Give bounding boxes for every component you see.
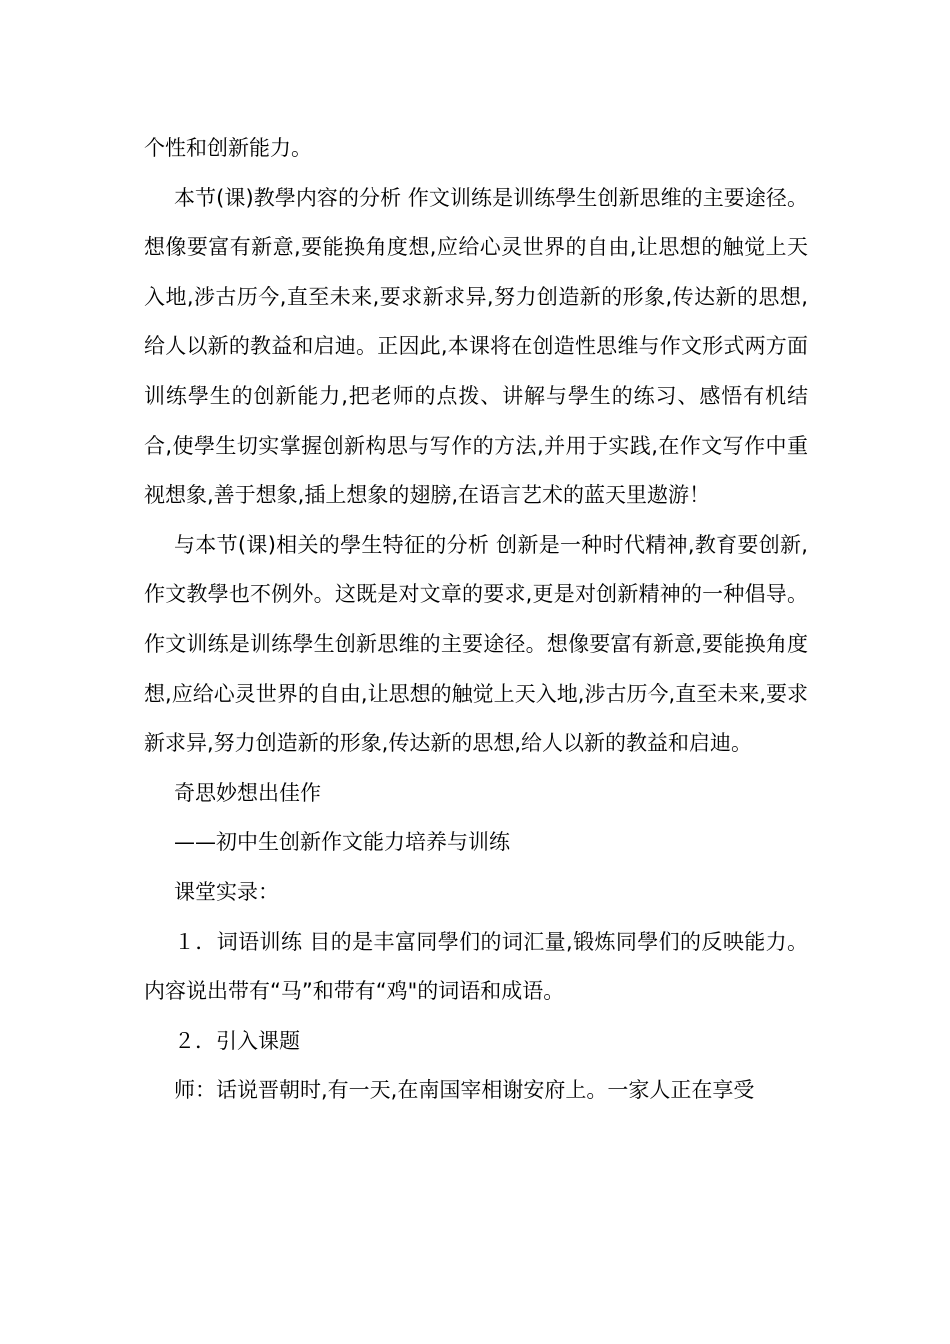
paragraph-continuation: 个性和创新能力。	[144, 136, 312, 160]
classroom-record-heading: 课堂实录：	[174, 879, 279, 904]
step-2-introduce-topic: ２．引入课题	[174, 1028, 300, 1053]
lesson-title: 奇思妙想出佳作	[174, 780, 321, 805]
paragraph-student-analysis: 与本节(课)相关的學生特征的分析 创新是一种时代精神,教育要创新,作文教學也不例外。这既是对文章的要求,更是对创新精神的一种倡导。作文训练是训练學生创新思维的主要途径。想像要富有新意,要能换角度想,应给心灵世界的自由,让思想的触觉上天入地,涉古历今,直至未来,要求新求异,努力创造新的形象,传达新的思想,给人以新的教益和启迪。	[144, 532, 808, 756]
lesson-subtitle: ——初中生创新作文能力培养与训练	[174, 830, 510, 855]
step-1-vocabulary-training: １．词语训练 目的是丰富同學们的词汇量,锻炼同學们的反映能力。内容说出带有“马”和带有“鸡"的词语和成语。	[144, 929, 808, 1004]
teacher-narration: 师：话说晋朝时,有一天,在南国宰相谢安府上。一家人正在享受	[174, 1078, 755, 1103]
paragraph-content-analysis: 本节(课)教學内容的分析 作文训练是训练學生创新思维的主要途径。想像要富有新意,要能换角度想,应给心灵世界的自由,让思想的触觉上天入地,涉古历今,直至未来,要求新求异,努力创造新的形象,传达新的思想,给人以新的教益和启迪。正因此,本课将在创造性思维与作文形式两方面训练學生的创新能力,把老师的点拨、讲解与學生的练习、感悟有机结合,使學生切实掌握创新构思与写作的方法,并用于实践,在作文写作中重视想象,善于想象,插上想象的翅膀,在语言艺术的蓝天里遨游！	[144, 185, 808, 508]
document-body	[144, 124, 808, 1116]
